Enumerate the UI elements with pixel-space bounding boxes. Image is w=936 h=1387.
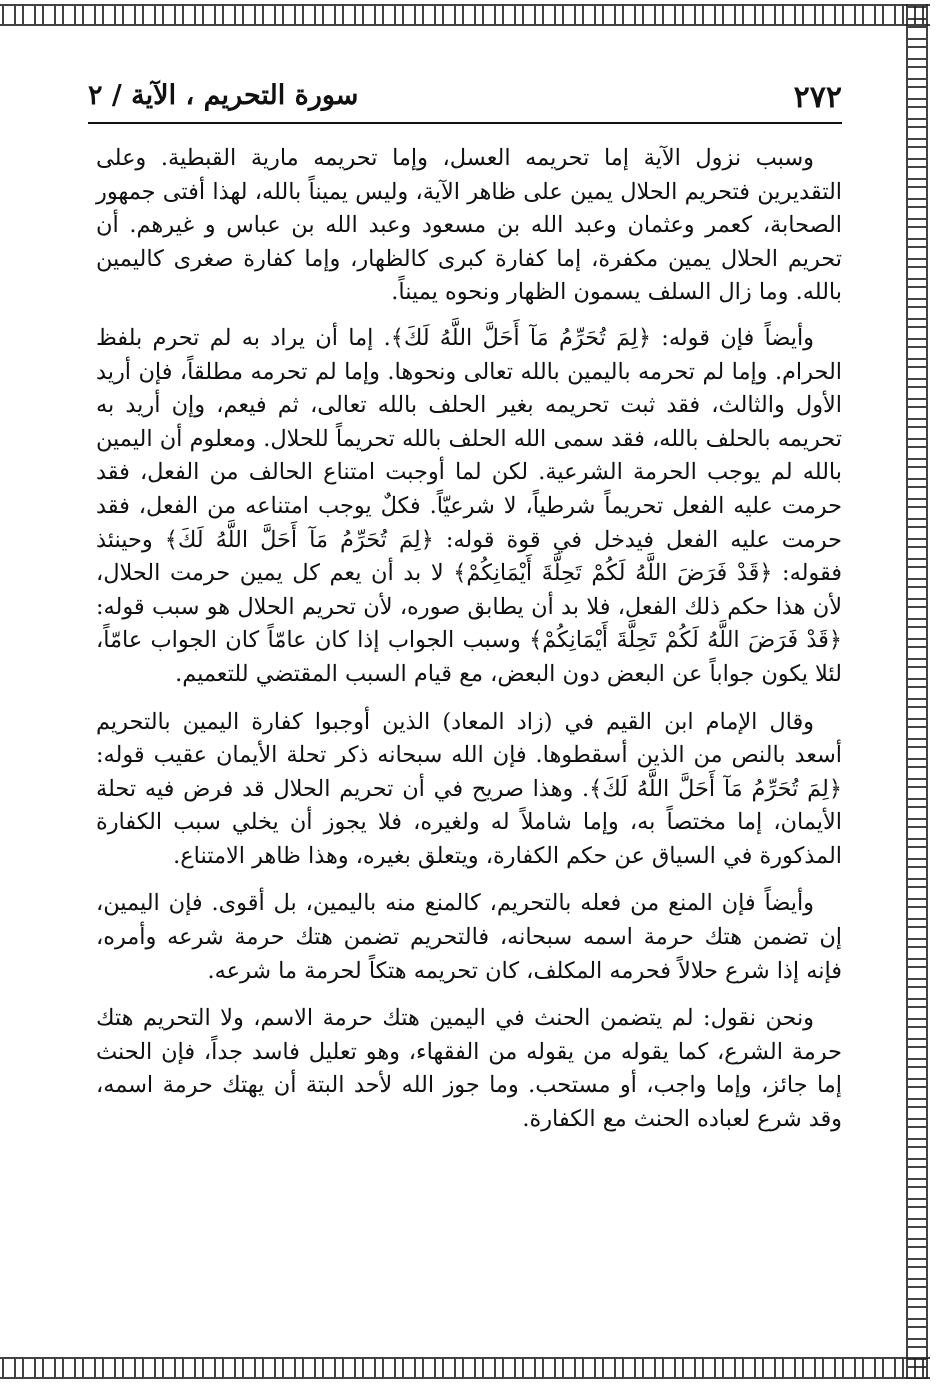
right-border-chain xyxy=(906,4,928,1379)
paragraph: وقال الإمام ابن القيم في (زاد المعاد) الذين أوجبوا كفارة اليمين بالتحريم أسعد بالنص من الذين أسقطوها. فإن الله سبحانه ذكر تحلة الأيمان عقيب قوله: ﴿لِمَ تُحَرِّمُ مَآ أَحَلَّ اللَّهُ لَكَ﴾. وهذا صريح في أن تحريم الحلال قد فرض فيه تحلة الأيمان، إما مختصاً به، وإما شاملاً له ولغيره، فلا يجوز أن يخلي سبب الكفارة المذكورة في السياق عن حكم الكفارة، ويتعلق بغيره، وهذا ظاهر الامتناع. xyxy=(96,708,842,869)
paragraph: وأيضاً فإن قوله: ﴿لِمَ تُحَرِّمُ مَآ أَحَلَّ اللَّهُ لَكَ﴾. إما أن يراد به لم تحرم بلفظ الحرام. وإما لم تحرمه باليمين بالله تعالى ونحوها. وإما لم تحرمه مطلقاً، فإن أريد الأول والثالث، فقد ثبت تحريمه بغير الحلف بالله تعالى، ثم فيعم، وإن أريد به تحريمه بالحلف بالله، فقد سمى الله الحلف بالله تحريماً للحلال. ومعلوم أن اليمين بالله لم يوجب الحرمة الشرعية. لكن لما أوجبت امتناع الحالف من الفعل، فقد حرمت عليه الفعل تحريماً شرطياً، لا شرعيّاً. فكلٌ يوجب امتناعه من الفعل، فقد حرمت عليه الفعل فيدخل في قوة قوله: ﴿لِمَ تُحَرِّمُ مَآ أَحَلَّ اللَّهُ لَكَ﴾ وحينئذ فقوله: ﴿قَدْ فَرَضَ اللَّهُ لَكُمْ تَحِلَّةَ أَيْمَانِكُمْ﴾ لا بد أن يعم كل يمين حرمت الحلال، لأن هذا حكم ذلك الفعل، فلا بد أن يطابق صوره، لأن تحريم الحلال هو سبب قوله: ﴿قَدْ فَرَضَ اللَّهُ لَكُمْ تَحِلَّةَ أَيْمَانِكُمْ﴾ وسبب الجواب إذا كان عامّاً كان الجواب عامّاً، لئلا يكون جواباً عن البعض دون البعض، مع قيام السبب المقتضي للتعميم. xyxy=(96,324,842,687)
page-header xyxy=(88,70,842,124)
running-title: سورة التحريم ، الآية / ٢ xyxy=(88,80,359,111)
paragraph: وسبب نزول الآية إما تحريمه العسل، وإما تحريمه مارية القبطية. وعلى التقديرين فتحريم الحلال يمين على ظاهر الآية، وليس يميناً بالله، لهذا أفتى جمهور الصحابة، كعمر وعثمان وعبد الله بن مسعود وعبد الله بن عباس و غيرهم. أن تحريم الحلال يمين مكفرة، إما كفارة كبرى كالظهار، وإما كفارة صغرى كاليمين بالله. وما زال السلف يسمون الظهار ونحوه يميناً. xyxy=(96,145,842,306)
paragraph: ونحن نقول: لم يتضمن الحنث في اليمين هتك حرمة الاسم، ولا التحريم هتك حرمة الشرع، كما يقوله من يقوله من الفقهاء، وهو تعليل فاسد جداً، فإن الحنث إما جائز، وإما واجب، أو مستحب. وما جوز الله لأحد البتة أن يهتك حرمة اسمه، وقد شرع لعباده الحنث مع الكفارة. xyxy=(96,1005,842,1133)
paragraph: وأيضاً فإن المنع من فعله بالتحريم، كالمنع منه باليمين، بل أقوى. فإن اليمين، إن تضمن هتك حرمة اسمه سبحانه، فالتحريم تضمن هتك حرمة شرعه وأمره، فإنه إذا شرع حلالاً فحرمه المكلف، كان تحريمه هتكاً لحرمة ما شرعه. xyxy=(96,890,842,984)
body-text xyxy=(96,142,842,1151)
bottom-border-chain xyxy=(0,1357,930,1379)
page-number: ٢٧٢ xyxy=(793,80,842,115)
top-border-chain xyxy=(0,4,930,26)
